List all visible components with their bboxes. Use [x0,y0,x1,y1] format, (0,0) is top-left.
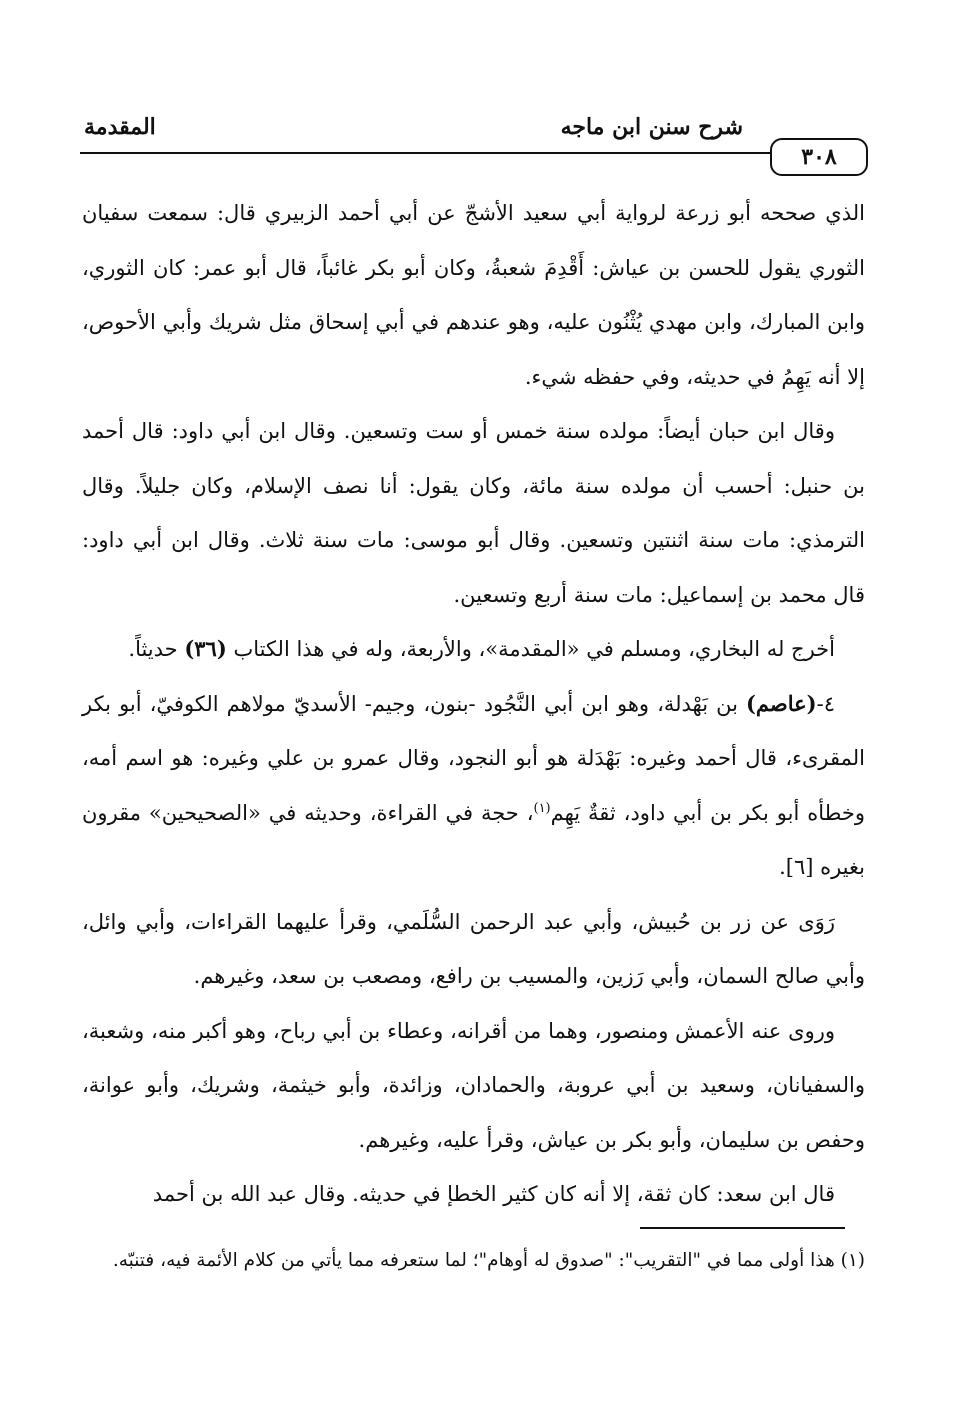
p4-text-a: بن بَهْدلة، وهو ابن أبي النَّجُود -بنون، وجيم- الأسديّ مولاهم الكوفيّ، أبو بكر المقرىء، قال أحمد وغيره: بَهْدَلة هو أبو النجود، وقال عمرو بن علي وغيره: هو اسم أمه، وخطأه أبو بكر بن أبي داود، ثقةٌ يَهِم [82,691,865,825]
paragraph-2: وقال ابن حبان أيضاً: مولده سنة خمس أو ست وتسعين. وقال ابن أبي داود: قال أحمد بن حنبل: أحسب أن مولده سنة مائة، وكان يقول: أنا نصف الإسلام، وكان جليلاً. وقال الترمذي: مات سنة اثنتين وتسعين. وقال أبو موسى: مات سنة ثلاث. وقال ابن أبي داود: قال محمد بن إسماعيل: مات سنة أربع وتسعين. [82,419,865,607]
paragraph-7: قال ابن سعد: كان ثقة، إلا أنه كان كثير الخطإ في حديثه. وقال عبد الله بن أحمد [152,1182,835,1206]
paragraph-4 [82,677,865,895]
paragraph-3 [82,622,865,677]
book-title: شرح سنن ابن ماجه [560,114,743,140]
narrator-number: ٤- [816,691,835,716]
p4-text-b: ، حجة في القراءة، وحديثه في «الصحيحين» مقرون بغيره [٦]. [82,800,865,879]
paragraph-1: الذي صححه أبو زرعة لرواية أبي سعيد الأشجّ عن أبي أحمد الزبيري قال: سمعت سفيان الثوري يقول للحسن بن عياش: أَقْدِمَ شعبةُ، وكان أبو بكر غائباً، قال أبو عمر: كان الثوري، وابن المبارك، وابن مهدي يُثْنُون عليه، وهو عندهم في أبي إسحاق مثل شريك وأبي الأحوص، إلا أنه يَهِمُ في حديثه، وفي حفظه شيء. [82,201,865,389]
p3-text-a: أخرج له البخاري، ومسلم في «المقدمة»، والأربعة، وله في هذا الكتاب [226,637,835,661]
p3-text-b: حديثاً. [128,637,185,661]
header-rule [80,152,770,154]
footnote [82,1242,865,1280]
page-header [80,108,868,178]
footnote-separator [640,1227,845,1229]
paragraph-5: رَوَى عن زر بن حُبيش، وأبي عبد الرحمن السُّلَمي، وقرأ عليهما القراءات، وأبي وائل، وأبي صالح السمان، وأبي رَزين، والمسيب بن رافع، ومصعب بن سعد، وغيرهم. [82,909,865,988]
narrator-name: (عاصم) [746,690,817,716]
page-number: ٣٠٨ [770,138,868,176]
paragraph-6: وروى عنه الأعمش ومنصور، وهما من أقرانه، وعطاء بن أبي رباح، وهو أكبر منه، وشعبة، والسفيانان، وسعيد بن أبي عروبة، والحمادان، وزائدة، وأبو خيثمة، وشريك، وأبو عوانة، وحفص بن سليمان، وأبو بكر بن عياش، وقرأ عليه، وغيرهم. [82,1018,865,1152]
main-text [82,186,865,1222]
footnote-ref[interactable]: (١) [533,800,551,816]
hadith-count: (٣٦) [184,636,227,661]
footnote-text: (١) هذا أولى مما في "التقريب": "صدوق له أوهام"؛ لما ستعرفه مما يأتي من كلام الأئمة فيه، فتنبّه. [112,1250,865,1271]
section-title: المقدمة [84,114,156,140]
